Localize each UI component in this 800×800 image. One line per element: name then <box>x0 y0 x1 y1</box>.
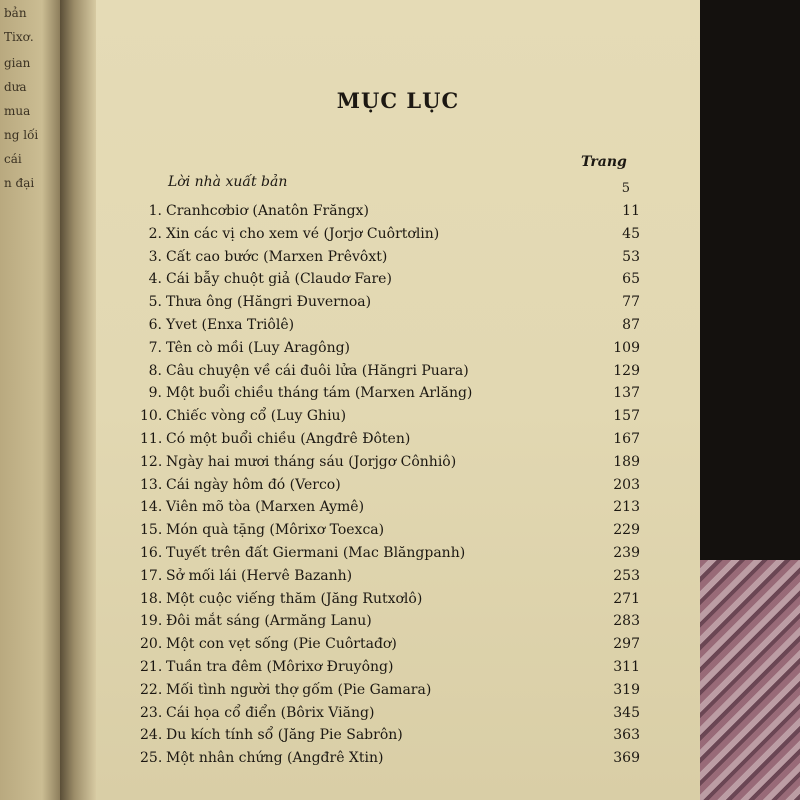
toc-entry-title: Tuyết trên đất Giermani (Mac Blăngpanh) <box>166 545 466 561</box>
toc-entry-page: 167 <box>613 431 640 447</box>
toc-entry <box>140 682 640 706</box>
toc-entry <box>140 294 640 318</box>
toc-entry <box>140 545 640 569</box>
toc-entry-title: Một con vẹt sống (Pie Cuôrtađơ) <box>166 636 397 653</box>
toc-entry <box>140 499 640 523</box>
toc-entry <box>140 591 640 615</box>
facing-page-text: mua <box>4 104 31 118</box>
facing-page-text: dưa <box>4 80 27 94</box>
toc-entry-title: Tên cò mồi (Luy Aragông) <box>166 339 351 356</box>
facing-page-text: n đại <box>4 176 35 190</box>
toc-entry-number: 8. <box>148 362 162 379</box>
toc-entry-title: Một cuộc viếng thăm (Jăng Rutxơlô) <box>166 590 423 607</box>
toc-entry-number: 17. <box>140 567 163 584</box>
toc-entry-number: 13. <box>140 476 163 493</box>
toc-entry <box>140 659 640 683</box>
toc-entry-title: Cranhcơbiơ (Anatôn Frăngx) <box>166 203 369 219</box>
toc-entry-page: 213 <box>613 499 640 516</box>
facing-page-text: Tixơ. <box>4 30 34 44</box>
toc-entry-title: Thưa ông (Hăngri Đuvernoa) <box>166 294 372 311</box>
toc-entry-title: Yvet (Enxa Triôlê) <box>166 317 295 333</box>
page-column-label: Trang <box>581 154 627 170</box>
intro-page-number: 5 <box>621 181 630 196</box>
toc-entry-number: 3. <box>148 248 162 265</box>
book-gutter <box>60 0 96 800</box>
toc-entry-number: 9. <box>148 385 162 402</box>
toc-entry-page: 203 <box>613 476 640 493</box>
toc-entry-title: Cái bẫy chuột giả (Claudơ Fare) <box>166 271 392 288</box>
toc-entry-page: 319 <box>613 681 640 698</box>
toc-entry-number: 15. <box>140 522 163 539</box>
toc-entry-page: 369 <box>613 750 640 767</box>
toc-entry-page: 53 <box>622 248 640 265</box>
toc-entry-page: 253 <box>613 567 640 584</box>
toc-entry-page: 109 <box>613 339 640 356</box>
toc-entry <box>140 705 640 729</box>
toc-entry-title: Cái họa cổ điển (Bôrix Viăng) <box>166 704 375 721</box>
toc-entry <box>140 226 640 250</box>
toc-entry-number: 7. <box>148 339 162 356</box>
page-title: MỤC LỤC <box>336 88 460 113</box>
toc-entry-number: 14. <box>140 499 163 516</box>
facing-page <box>0 0 60 800</box>
toc-entry <box>140 750 640 774</box>
toc-entry-page: 345 <box>613 704 640 721</box>
toc-entry <box>140 363 640 387</box>
toc-entry-number: 5. <box>148 294 162 311</box>
facing-page-text: bản <box>4 6 27 20</box>
toc-entry-title: Du kích tính sổ (Jăng Pie Sabrôn) <box>166 727 403 744</box>
toc-entry <box>140 271 640 295</box>
toc-entry-title: Sở mối lái (Hervê Bazanh) <box>166 567 353 584</box>
intro-label: Lời nhà xuất bản <box>168 174 288 190</box>
toc-entry-title: Câu chuyện về cái đuôi lửa (Hăngri Puara) <box>166 362 469 379</box>
toc-entry-page: 311 <box>613 659 640 675</box>
toc-entry-number: 6. <box>148 317 162 333</box>
toc-entry-title: Món quà tặng (Môrixơ Toexca) <box>166 522 385 539</box>
toc-entry-page: 363 <box>613 727 640 744</box>
toc-entry-title: Cái ngày hôm đó (Verco) <box>166 476 341 493</box>
toc-entry-number: 4. <box>148 271 162 288</box>
toc-entry-number: 2. <box>148 225 162 242</box>
toc-entry-title: Có một buổi chiều (Angđrê Đôten) <box>166 431 411 447</box>
toc-entry-title: Cất cao bước (Marxen Prêvôxt) <box>166 248 388 265</box>
toc-entry-page: 283 <box>613 613 640 630</box>
toc-entry-number: 20. <box>140 636 163 653</box>
toc-entry-number: 1. <box>148 203 162 219</box>
toc-entry-number: 25. <box>140 750 163 767</box>
toc-entry-page: 229 <box>613 522 640 539</box>
toc-entry-page: 65 <box>622 271 640 288</box>
toc-entry <box>140 249 640 273</box>
toc-entry-title: Một nhân chứng (Angđrê Xtin) <box>166 750 384 767</box>
toc-entry <box>140 431 640 455</box>
toc-entry-page: 137 <box>613 385 640 402</box>
toc-entry <box>140 522 640 546</box>
toc-entry-number: 23. <box>140 704 163 721</box>
toc-entry-page: 271 <box>613 590 640 607</box>
toc-entry-title: Ngày hai mươi tháng sáu (Jorjgơ Cônhiô) <box>166 453 457 470</box>
toc-entry-number: 18. <box>140 590 163 607</box>
toc-entry <box>140 477 640 501</box>
facing-page-text: gian <box>4 56 31 70</box>
toc-entry-page: 189 <box>613 453 640 470</box>
toc-entry-title: Một buổi chiều tháng tám (Marxen Arlăng) <box>166 385 473 402</box>
toc-entry-number: 21. <box>140 659 163 675</box>
facing-page-text: ng lối <box>4 128 39 142</box>
toc-entry <box>140 613 640 637</box>
toc-entry-title: Tuần tra đêm (Môrixơ Đruyông) <box>166 659 394 675</box>
toc-entry-page: 297 <box>613 636 640 653</box>
toc-entry-page: 157 <box>613 408 640 425</box>
toc-entry <box>140 340 640 364</box>
toc-entry <box>140 317 640 341</box>
toc-entry-number: 12. <box>140 453 163 470</box>
toc-entry <box>140 385 640 409</box>
toc-entry-page: 11 <box>622 203 640 219</box>
toc-entry-page: 239 <box>613 545 640 561</box>
toc-entry-page: 45 <box>622 225 640 242</box>
toc-entry-number: 22. <box>140 681 163 698</box>
toc-entry-title: Viên mõ tòa (Marxen Aymê) <box>166 499 365 516</box>
toc-entry-title: Chiếc vòng cổ (Luy Ghiu) <box>166 408 347 425</box>
toc-entry-number: 11. <box>140 431 163 447</box>
toc-entry-page: 87 <box>622 317 640 333</box>
toc-entry-number: 19. <box>140 613 163 630</box>
toc-entry-title: Xin các vị cho xem vé (Jorjơ Cuôrtơlin) <box>166 225 440 242</box>
toc-entry-page: 77 <box>622 294 640 311</box>
toc-entry-number: 24. <box>140 727 163 744</box>
facing-page-text: cái <box>4 152 22 166</box>
toc-entry <box>140 203 640 227</box>
fabric-background <box>700 560 800 800</box>
toc-entry <box>140 568 640 592</box>
toc-entry-number: 10. <box>140 408 163 425</box>
toc-entry <box>140 636 640 660</box>
toc-entry-number: 16. <box>140 545 163 561</box>
toc-entry-title: Đôi mắt sáng (Armăng Lanu) <box>166 613 372 630</box>
toc-entry <box>140 454 640 478</box>
toc-entry-title: Mối tình người thợ gốm (Pie Gamara) <box>166 681 432 698</box>
toc-entry <box>140 727 640 751</box>
toc-entry-page: 129 <box>613 362 640 379</box>
toc-entry <box>140 408 640 432</box>
